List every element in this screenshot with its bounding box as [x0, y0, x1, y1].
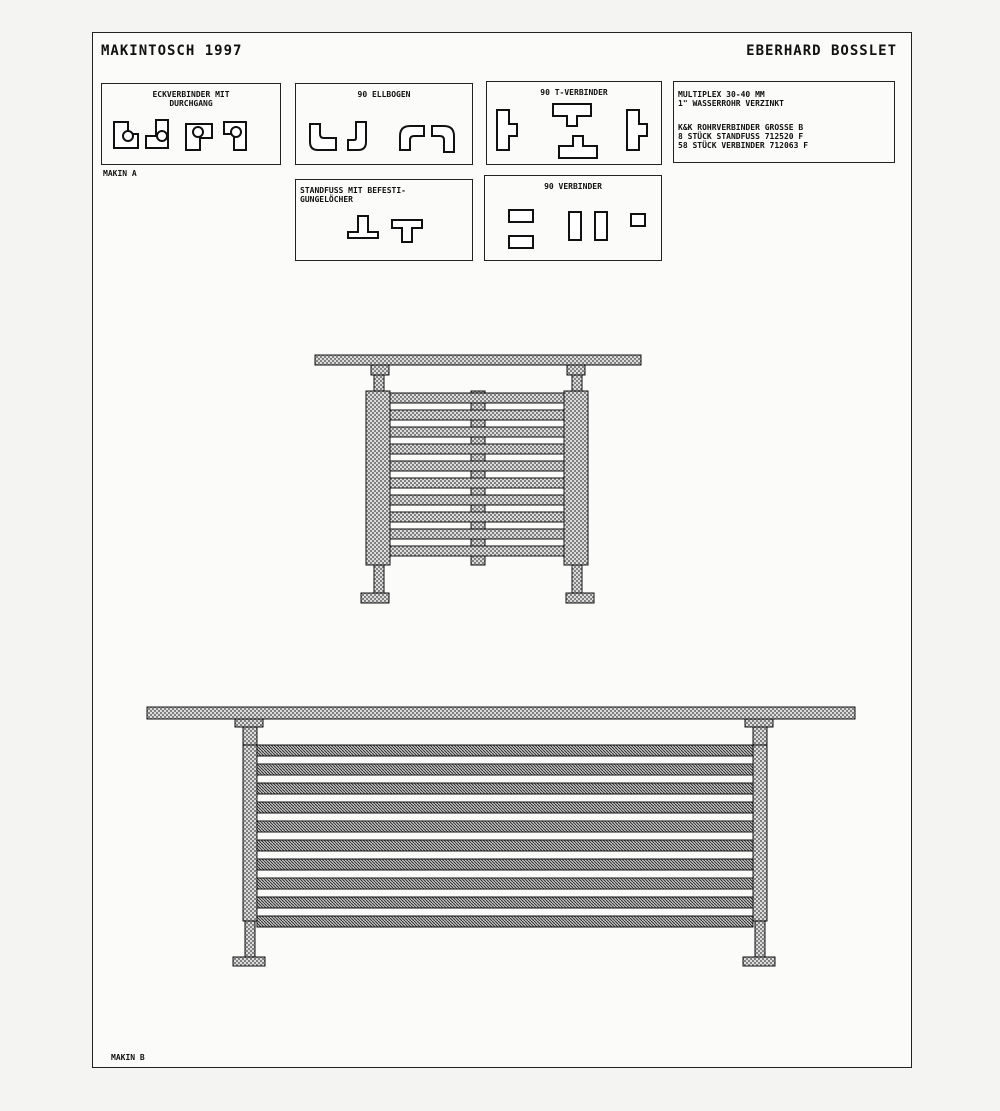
shelf-drawings — [93, 33, 913, 1069]
makin-a-elevation — [315, 355, 641, 603]
spec-line-5: 58 STÜCK VERBINDER 712063 F — [678, 141, 809, 150]
box-standfuss-caption: STANDFUSS MIT BEFESTI- GUNGELÖCHER — [300, 186, 406, 204]
box-90-verbinder-caption: 90 VERBINDER — [544, 182, 602, 191]
spec-line-2: 1" WASSERROHR VERZINKT — [678, 99, 784, 108]
makin-b-elevation — [147, 707, 855, 966]
title-right: EBERHARD BOSSLET — [746, 43, 897, 59]
label-makin-a: MAKIN A — [103, 169, 137, 178]
label-makin-b: MAKIN B — [111, 1053, 145, 1062]
box-eckverbinder-caption: ECKVERBINDER MIT DURCHGANG — [152, 90, 230, 108]
title-left: MAKINTOSCH 1997 — [101, 43, 243, 59]
drawing-sheet — [92, 32, 912, 1068]
box-t-verbinder-caption: 90 T-VERBINDER — [540, 88, 608, 97]
spec-line-1: MULTIPLEX 30-40 MM — [678, 90, 765, 99]
box-ellbogen-caption: 90 ELLBOGEN — [357, 90, 411, 99]
spec-line-3: K&K ROHRVERBINDER GROSSE B — [678, 123, 804, 132]
spec-line-4: 8 STÜCK STANDFUSS 712520 F — [678, 132, 804, 141]
